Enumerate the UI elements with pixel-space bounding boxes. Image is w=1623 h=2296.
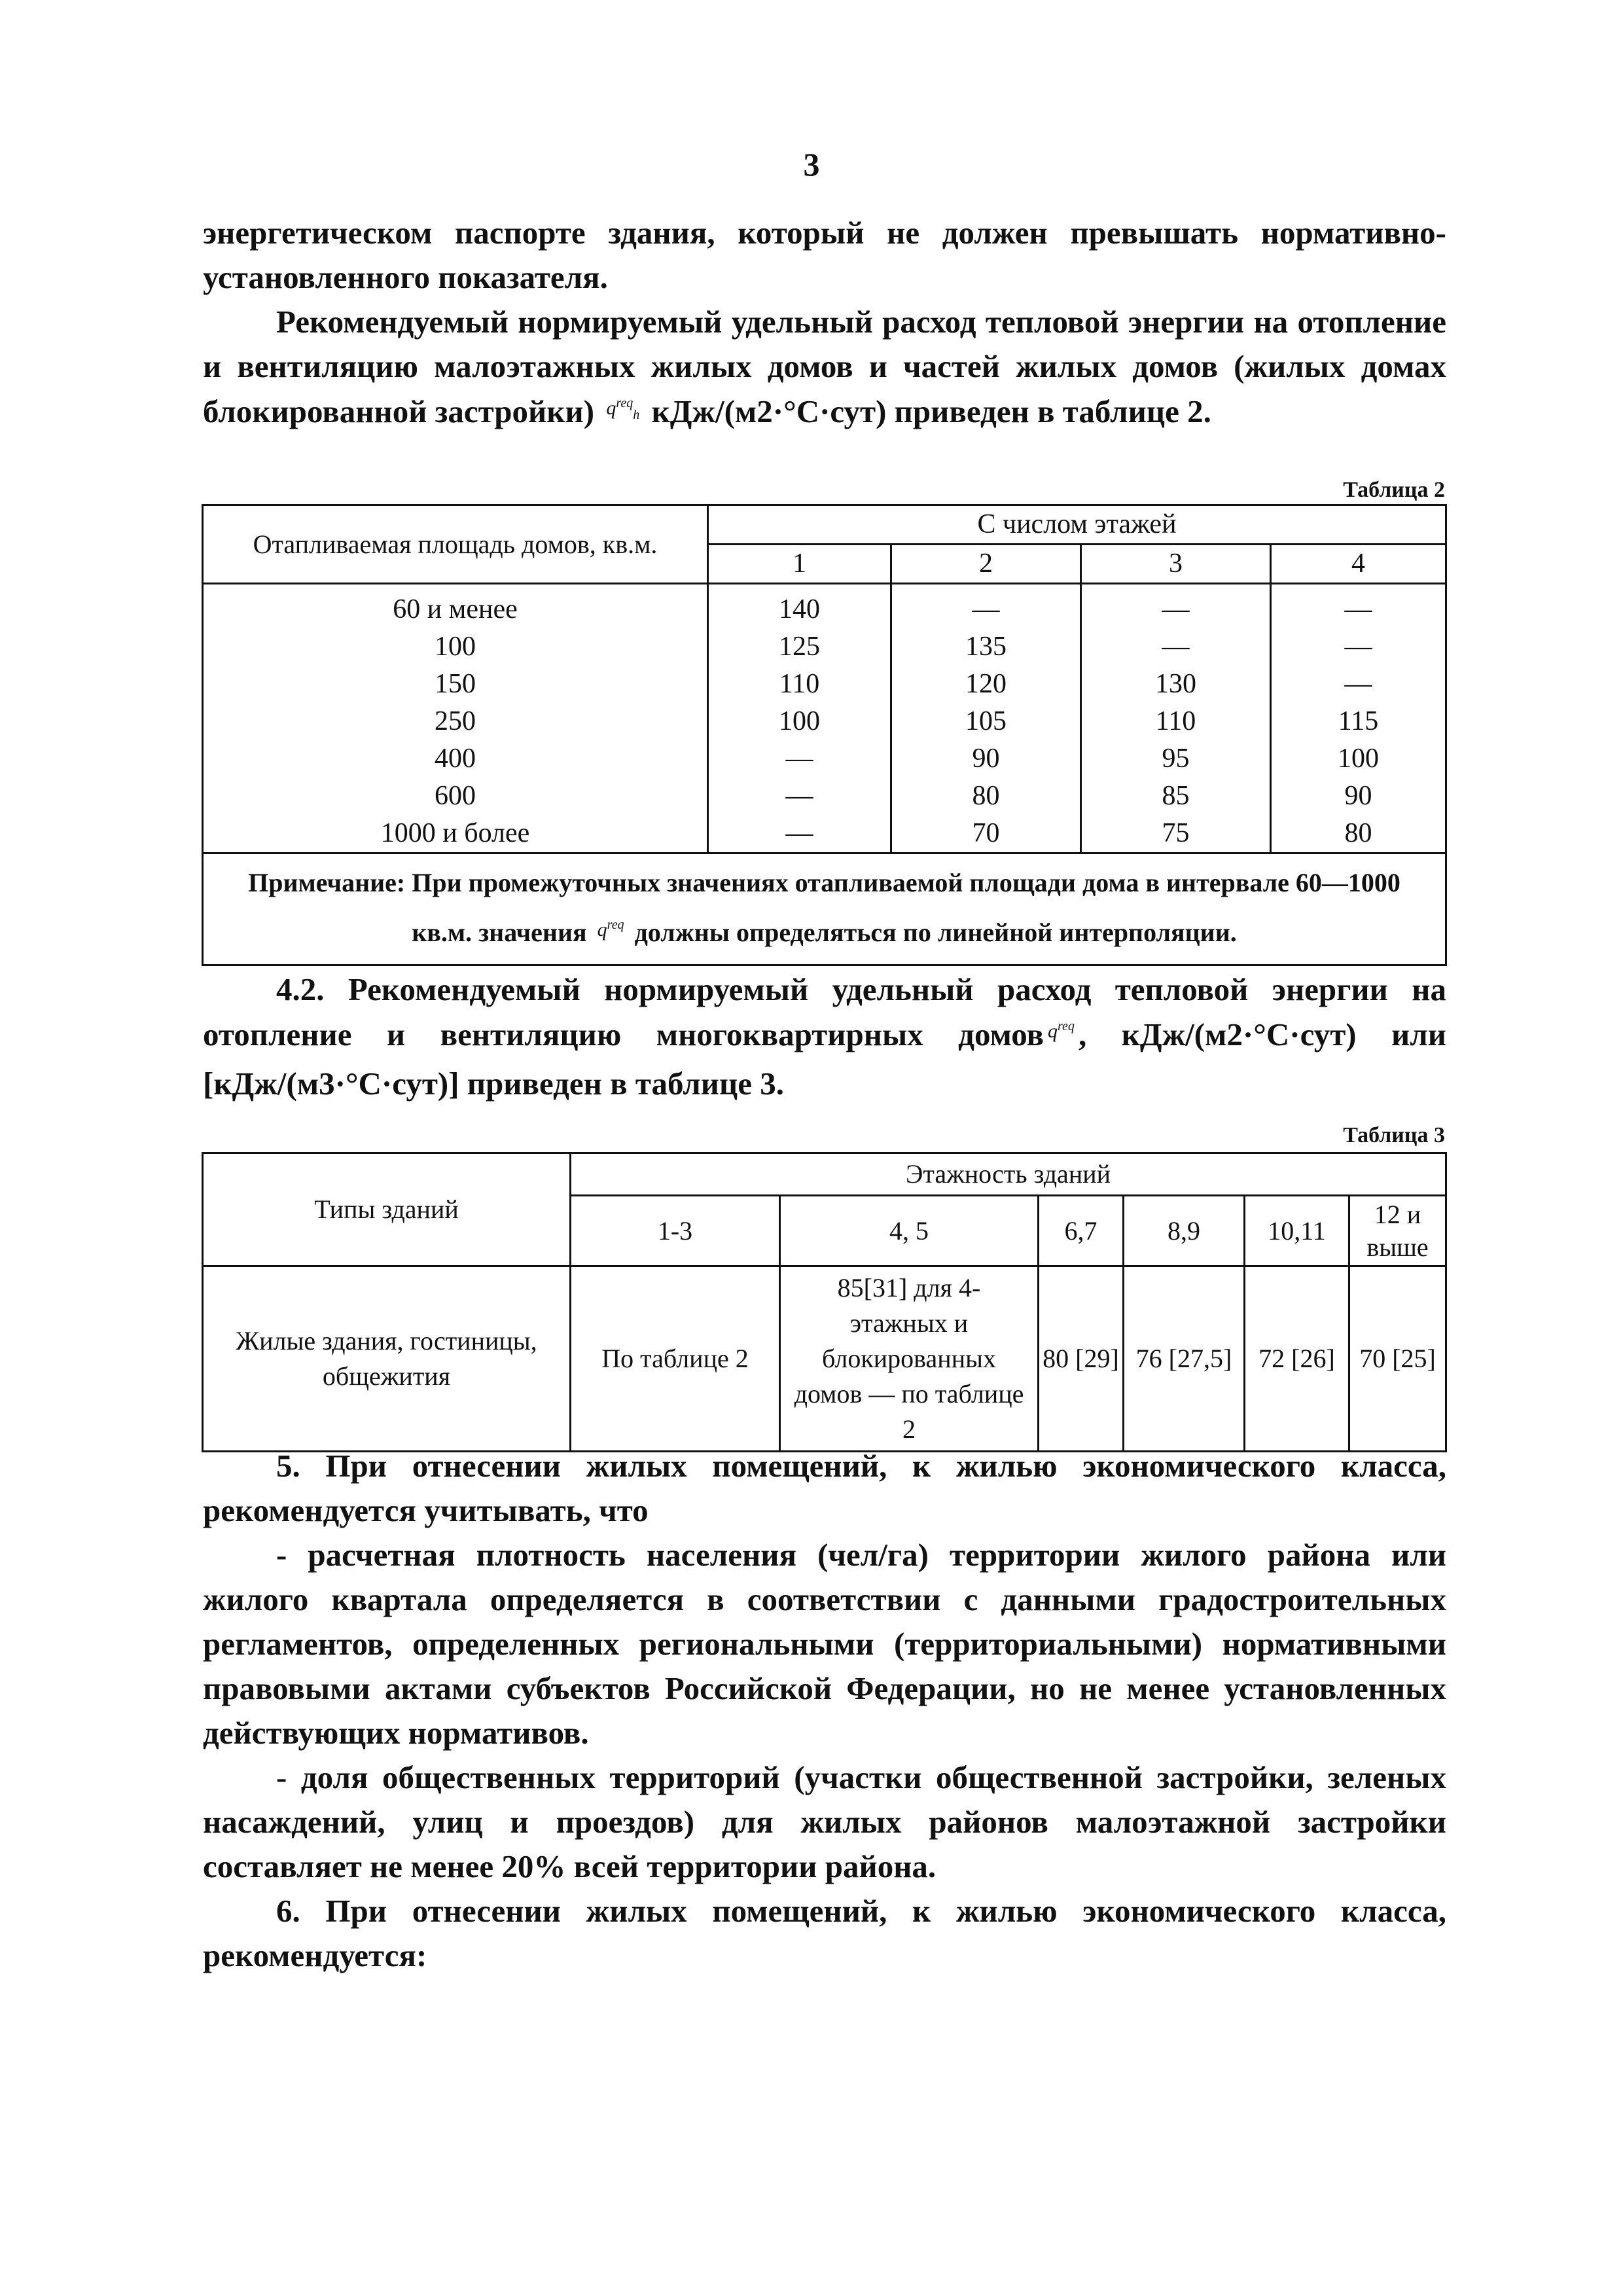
recommendation-paragraph xyxy=(203,300,1446,445)
table2-value-cell: — xyxy=(1081,628,1271,666)
q-req-symbol: qreqh xyxy=(606,396,640,422)
table3-col-header: 8,9 xyxy=(1124,1196,1245,1266)
paragraph-4-2-units: , кДж/(м2·°С·сут) или [кДж/(м3·°С·сут)] приведен в таблице 3. xyxy=(203,1016,1446,1102)
table2-note-tail: должны определяться по линейной интерполяции. xyxy=(634,918,1237,947)
table2-value-cell: — xyxy=(1271,584,1446,629)
table2-area-cell: 400 xyxy=(203,740,708,778)
table3-col-header: 4, 5 xyxy=(780,1196,1039,1266)
recommendation-units: кДж/(м2·°С·сут) приведен в таблице 2. xyxy=(651,393,1211,429)
table2-value-cell: 115 xyxy=(1271,703,1446,740)
table2-floor-col: 2 xyxy=(891,545,1081,584)
table2-value-cell: 120 xyxy=(891,666,1081,703)
paragraph-4-2 xyxy=(203,967,1446,1106)
table-3 xyxy=(202,1152,1447,1452)
table3-value-cell: 80 [29] xyxy=(1039,1266,1124,1452)
table3-type-cell: Жилые здания, гостиницы, общежития xyxy=(203,1266,571,1452)
table2-area-cell: 250 xyxy=(203,703,708,740)
table2-value-cell: 110 xyxy=(708,666,891,703)
table2-value-cell: — xyxy=(708,815,891,853)
table2-value-cell: 135 xyxy=(891,628,1081,666)
table3-value-cell: 70 [25] xyxy=(1349,1266,1446,1452)
table2-value-cell: 125 xyxy=(708,628,891,666)
table2-note-text: Примечание: При промежуточных значениях отапливаемой площади дома в интервале 60—1000 кв.м. значения xyxy=(248,868,1400,947)
table3-value-cell: 76 [27,5] xyxy=(1124,1266,1245,1452)
page-number: 3 xyxy=(803,146,820,183)
intro-paragraph: энергетическом паспорте здания, который не должен превышать нормативно-установленного показателя. xyxy=(203,215,1446,295)
table2-value-cell: 80 xyxy=(1271,815,1446,853)
table2-value-cell: 100 xyxy=(1271,740,1446,778)
table2-floor-col: 1 xyxy=(708,545,891,584)
table2-area-header: Отапливаемая площадь домов, кв.м. xyxy=(203,505,708,584)
table3-value-cell: 72 [26] xyxy=(1245,1266,1349,1452)
table2-area-cell: 100 xyxy=(203,628,708,666)
bullet-population-density: - расчетная плотность населения (чел/га) территории жилого района или жилого квартала определяется в соответствии с данными градостроительных регламентов, определенных региональными (территориальными) нормативными правовыми актами субъектов Российской Федерации, но не менее установленных действующих нормативов. xyxy=(203,1537,1446,1751)
table3-value-cell: По таблице 2 xyxy=(571,1266,780,1452)
table2-area-cell: 600 xyxy=(203,778,708,815)
recommendation-text: Рекомендуемый нормируемый удельный расход тепловой энергии на отопление и вентиляцию малоэтажных жилых домов и частей жилых домов (жилых домах блокированной застройки) xyxy=(203,304,1446,429)
table3-floors-header: Этажность зданий xyxy=(571,1153,1446,1196)
table2-area-cell: 60 и менее xyxy=(203,584,708,629)
table2-value-cell: 85 xyxy=(1081,778,1271,815)
table-row xyxy=(203,703,1446,740)
table3-types-header: Типы зданий xyxy=(203,1153,571,1266)
paragraph-6: 6. При отнесении жилых помещений, к жилью экономического класса, рекомендуется: xyxy=(203,1893,1446,1973)
table2-value-cell: 90 xyxy=(1271,778,1446,815)
table2-value-cell: 105 xyxy=(891,703,1081,740)
table3-col-header: 6,7 xyxy=(1039,1196,1124,1266)
table2-area-cell: 150 xyxy=(203,666,708,703)
table2-value-cell: — xyxy=(1081,584,1271,629)
table-row xyxy=(203,778,1446,815)
table2-value-cell: — xyxy=(708,778,891,815)
table2-value-cell: — xyxy=(1271,666,1446,703)
table2-value-cell: — xyxy=(708,740,891,778)
paragraph-5: 5. При отнесении жилых помещений, к жилью экономического класса, рекомендуется учитывать, что xyxy=(203,1448,1446,1528)
table2-area-cell: 1000 и более xyxy=(203,815,708,853)
table2-value-cell: — xyxy=(1271,628,1446,666)
table2-value-cell: 140 xyxy=(708,584,891,629)
table2-floor-col: 3 xyxy=(1081,545,1271,584)
table-row xyxy=(203,628,1446,666)
table2-caption: Таблица 2 xyxy=(1343,478,1445,502)
paragraph-4-2-text: 4.2. Рекомендуемый нормируемый удельный расход тепловой энергии на отопление и вентиляцию многоквартирных домов xyxy=(203,971,1446,1052)
table-row xyxy=(203,584,1446,629)
table3-value-cell: 85[31] для 4-этажных и блокированных домов — по таблице 2 xyxy=(780,1266,1039,1452)
table2-floors-header: С числом этажей xyxy=(708,505,1446,545)
table-row xyxy=(203,815,1446,853)
table2-value-cell: 90 xyxy=(891,740,1081,778)
table3-caption: Таблица 3 xyxy=(1343,1123,1445,1147)
table2-value-cell: 75 xyxy=(1081,815,1271,853)
table2-value-cell: 80 xyxy=(891,778,1081,815)
q-req-symbol: qreq xyxy=(1048,1019,1075,1042)
table2-value-cell: 100 xyxy=(708,703,891,740)
table2-value-cell: 95 xyxy=(1081,740,1271,778)
table2-value-cell: 130 xyxy=(1081,666,1271,703)
table-row xyxy=(203,740,1446,778)
table-2 xyxy=(202,504,1447,966)
table3-col-header: 12 и выше xyxy=(1349,1196,1446,1266)
table3-col-header: 1-3 xyxy=(571,1196,780,1266)
table-row xyxy=(203,1266,1446,1452)
table3-col-header: 10,11 xyxy=(1245,1196,1349,1266)
table2-floor-col: 4 xyxy=(1271,545,1446,584)
bullet-public-territories: - доля общественных территорий (участки общественной застройки, зеленых насаждений, улиц и проездов) для жилых районов малоэтажной застройки составляет не менее 20% всей территории района. xyxy=(203,1759,1446,1884)
table2-value-cell: 110 xyxy=(1081,703,1271,740)
table2-note xyxy=(203,853,1446,965)
q-req-symbol: qreq xyxy=(597,918,624,941)
table-row xyxy=(203,666,1446,703)
table2-value-cell: 70 xyxy=(891,815,1081,853)
table2-value-cell: — xyxy=(891,584,1081,629)
